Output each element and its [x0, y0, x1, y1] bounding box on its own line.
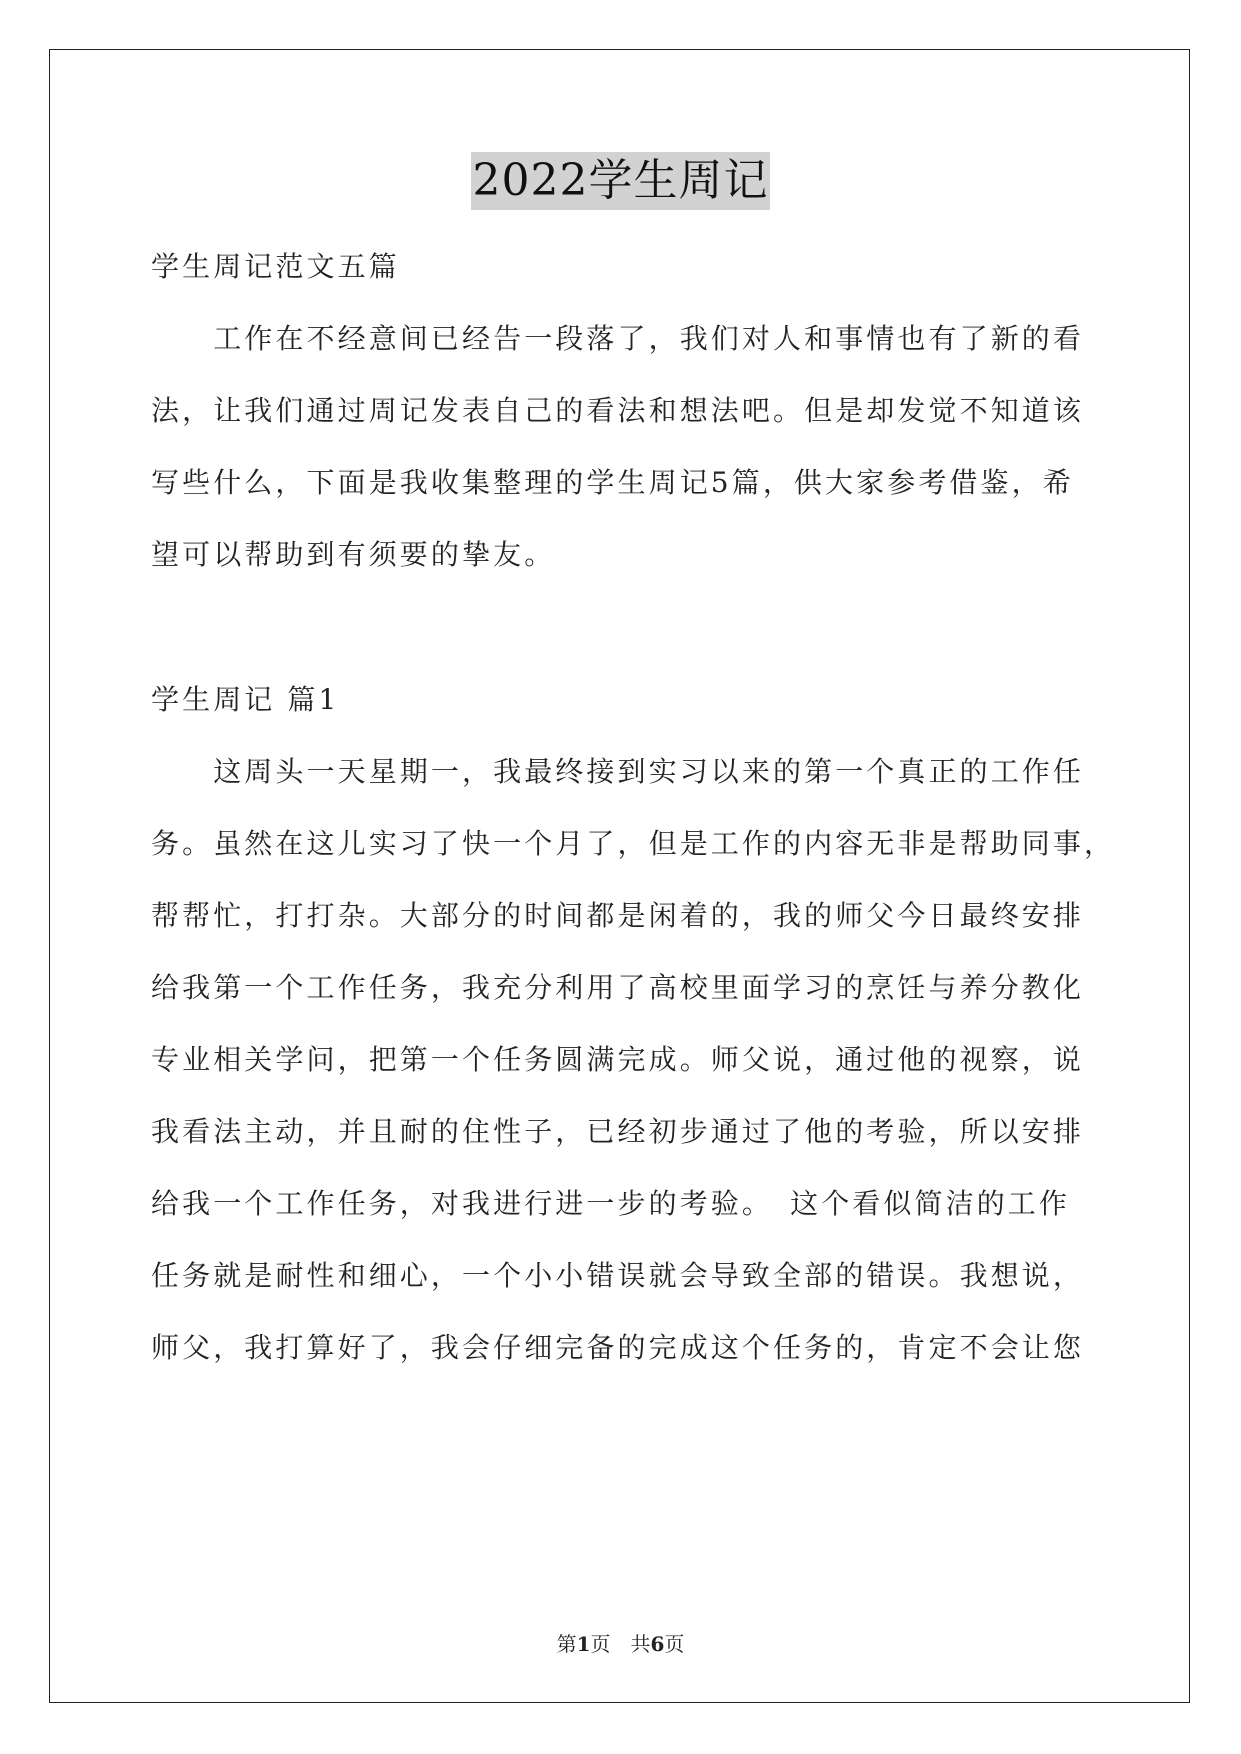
section-line: 帮帮忙，打打杂。大部分的时间都是闲着的，我的师父今日最终安排: [151, 899, 1085, 932]
footer-suffix: 页: [664, 1632, 685, 1656]
section-line: 给我第一个工作任务，我充分利用了高校里面学习的烹饪与养分教化: [151, 971, 1085, 1004]
intro-line: 写些什么，下面是我收集整理的学生周记5篇，供大家参考借鉴，希: [151, 466, 1074, 499]
total-page-count: 6: [650, 1632, 665, 1656]
section-heading: 学生周记 篇1: [151, 683, 340, 716]
page-border: [49, 49, 1190, 1703]
section-line: 任务就是耐性和细心，一个小小错误就会导致全部的错误。我想说，: [151, 1259, 1085, 1292]
document-subtitle: 学生周记范文五篇: [151, 250, 400, 283]
intro-line: 望可以帮助到有须要的挚友。: [151, 538, 556, 571]
footer-mid: 页 共: [590, 1632, 651, 1656]
section-line: 我看法主动，并且耐的住性子，已经初步通过了他的考验，所以安排: [151, 1115, 1085, 1148]
document-title: 2022学生周记: [471, 152, 771, 210]
page-footer: [0, 1628, 1241, 1657]
section-line: 专业相关学问，把第一个任务圆满完成。师父说，通过他的视察，说: [151, 1043, 1085, 1076]
section-line: 给我一个工作任务，对我进行进一步的考验。 这个看似简洁的工作: [151, 1187, 1071, 1220]
footer-prefix: 第: [556, 1632, 577, 1656]
intro-line: 法，让我们通过周记发表自己的看法和想法吧。但是却发觉不知道该: [151, 394, 1085, 427]
section-line: 务。虽然在这儿实习了快一个月了，但是工作的内容无非是帮助同事，: [151, 827, 1116, 860]
section-line: 师父，我打算好了，我会仔细完备的完成这个任务的，肯定不会让您: [151, 1331, 1085, 1364]
title-container: [0, 152, 1241, 210]
intro-line: 工作在不经意间已经告一段落了，我们对人和事情也有了新的看: [151, 322, 1085, 355]
current-page-number: 1: [576, 1632, 591, 1656]
section-line: 这周头一天星期一，我最终接到实习以来的第一个真正的工作任: [151, 755, 1085, 788]
